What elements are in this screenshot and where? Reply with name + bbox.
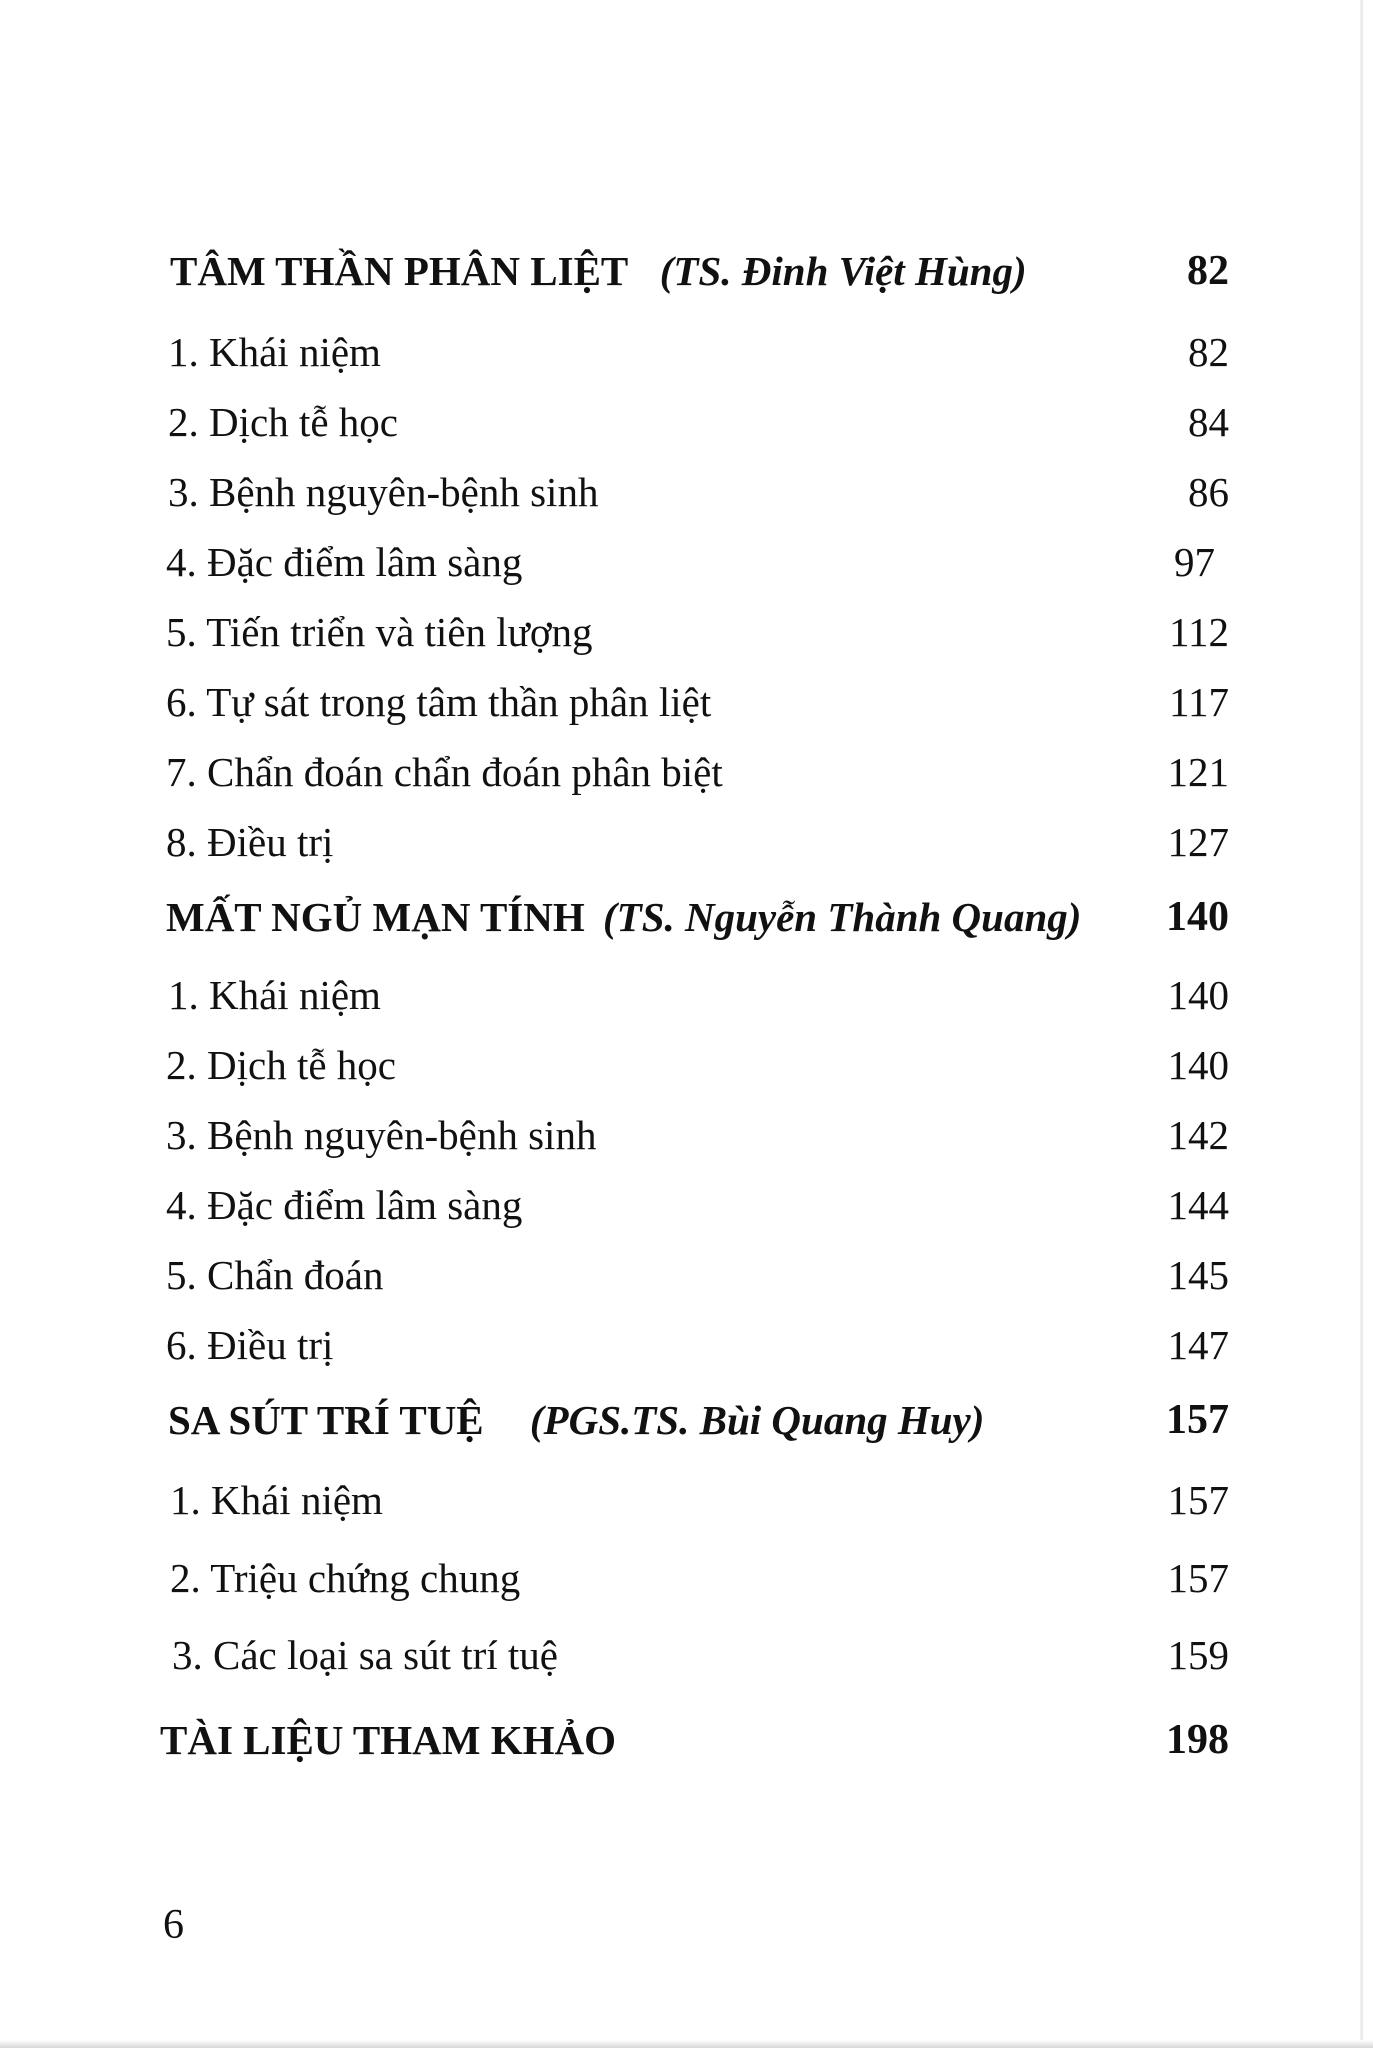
toc-item-label: 6. Tự sát trong tâm thần phân liệt: [166, 679, 712, 725]
section-author: (TS. Nguyễn Thành Quang): [603, 894, 1082, 940]
section-page-number: 157: [1166, 1397, 1229, 1443]
section-title-wrapper: [166, 887, 1081, 947]
section-title-wrapper: [170, 241, 1027, 301]
toc-references-heading[interactable]: [0, 1710, 1373, 1770]
toc-item-page: 97: [1174, 539, 1215, 585]
page-bottom-edge: [0, 2040, 1373, 2048]
toc-item-page: 117: [1169, 679, 1229, 725]
section-title: MẤT NGỦ MẠN TÍNH: [166, 894, 585, 940]
toc-item-page: 159: [1167, 1632, 1229, 1678]
toc-item-label: 4. Đặc điểm lâm sàng: [166, 539, 523, 585]
toc-item[interactable]: [0, 1548, 1373, 1608]
toc-item[interactable]: [0, 965, 1373, 1025]
section-author: (PGS.TS. Bùi Quang Huy): [529, 1397, 985, 1443]
toc-item[interactable]: [0, 392, 1373, 452]
toc-item[interactable]: [0, 1035, 1373, 1095]
toc-item-page: 142: [1167, 1112, 1229, 1158]
section-page-number: 82: [1187, 248, 1229, 294]
section-title: TÂM THẦN PHÂN LIỆT: [170, 248, 628, 294]
toc-item[interactable]: [0, 1245, 1373, 1305]
page-number: 6: [163, 1902, 184, 1948]
toc-section-heading[interactable]: [0, 887, 1373, 947]
references-title: TÀI LIỆU THAM KHẢO: [160, 1717, 617, 1763]
section-title-wrapper: [168, 1390, 984, 1450]
toc-item[interactable]: [0, 742, 1373, 802]
toc-item-label: 7. Chẩn đoán chẩn đoán phân biệt: [166, 749, 723, 795]
toc-section-heading[interactable]: [0, 1390, 1373, 1450]
toc-item-page: 147: [1167, 1322, 1229, 1368]
section-page-number: 140: [1166, 894, 1229, 940]
toc-section-heading[interactable]: [0, 241, 1373, 301]
toc-item-page: 157: [1167, 1555, 1229, 1601]
toc-item-page: 112: [1169, 609, 1229, 655]
toc-item-label: 3. Bệnh nguyên-bệnh sinh: [166, 1112, 597, 1158]
toc-item[interactable]: [0, 322, 1373, 382]
toc-item-page: 121: [1167, 749, 1229, 795]
toc-item-label: 1. Khái niệm: [168, 972, 381, 1018]
toc-item-label: 1. Khái niệm: [170, 1477, 383, 1523]
toc-item-page: 144: [1167, 1182, 1229, 1228]
toc-item[interactable]: [0, 462, 1373, 522]
toc-item-page: 84: [1188, 399, 1229, 445]
toc-item[interactable]: [0, 602, 1373, 662]
toc-item-label: 5. Chẩn đoán: [166, 1252, 384, 1298]
toc-item-page: 82: [1188, 329, 1229, 375]
toc-item-page: 86: [1188, 469, 1229, 515]
toc-item[interactable]: [0, 1175, 1373, 1235]
toc-item[interactable]: [0, 672, 1373, 732]
references-page-number: 198: [1166, 1717, 1229, 1763]
toc-item-label: 8. Điều trị: [166, 819, 334, 865]
toc-item-page: 145: [1167, 1252, 1229, 1298]
section-title: SA SÚT TRÍ TUỆ: [168, 1397, 484, 1443]
section-author: (TS. Đinh Việt Hùng): [659, 248, 1027, 294]
toc-item-label: 3. Bệnh nguyên-bệnh sinh: [168, 469, 599, 515]
toc-item-label: 5. Tiến triển và tiên lượng: [166, 609, 593, 655]
toc-item[interactable]: [0, 532, 1373, 592]
toc-item-label: 6. Điều trị: [166, 1322, 334, 1368]
toc-item[interactable]: [0, 1105, 1373, 1165]
toc-item-label: 1. Khái niệm: [168, 329, 381, 375]
toc-item[interactable]: [0, 1625, 1373, 1685]
toc-item[interactable]: [0, 812, 1373, 872]
toc-item-label: 4. Đặc điểm lâm sàng: [166, 1182, 523, 1228]
toc-item-page: 140: [1167, 1042, 1229, 1088]
toc-item-page: 140: [1167, 972, 1229, 1018]
toc-item-page: 157: [1167, 1477, 1229, 1523]
toc-item-label: 3. Các loại sa sút trí tuệ: [172, 1632, 558, 1678]
toc-item[interactable]: [0, 1315, 1373, 1375]
toc-item-page: 127: [1167, 819, 1229, 865]
toc-item-label: 2. Dịch tễ học: [168, 399, 398, 445]
toc-item-label: 2. Dịch tễ học: [166, 1042, 396, 1088]
toc-item-label: 2. Triệu chứng chung: [170, 1555, 521, 1601]
toc-item[interactable]: [0, 1470, 1373, 1530]
